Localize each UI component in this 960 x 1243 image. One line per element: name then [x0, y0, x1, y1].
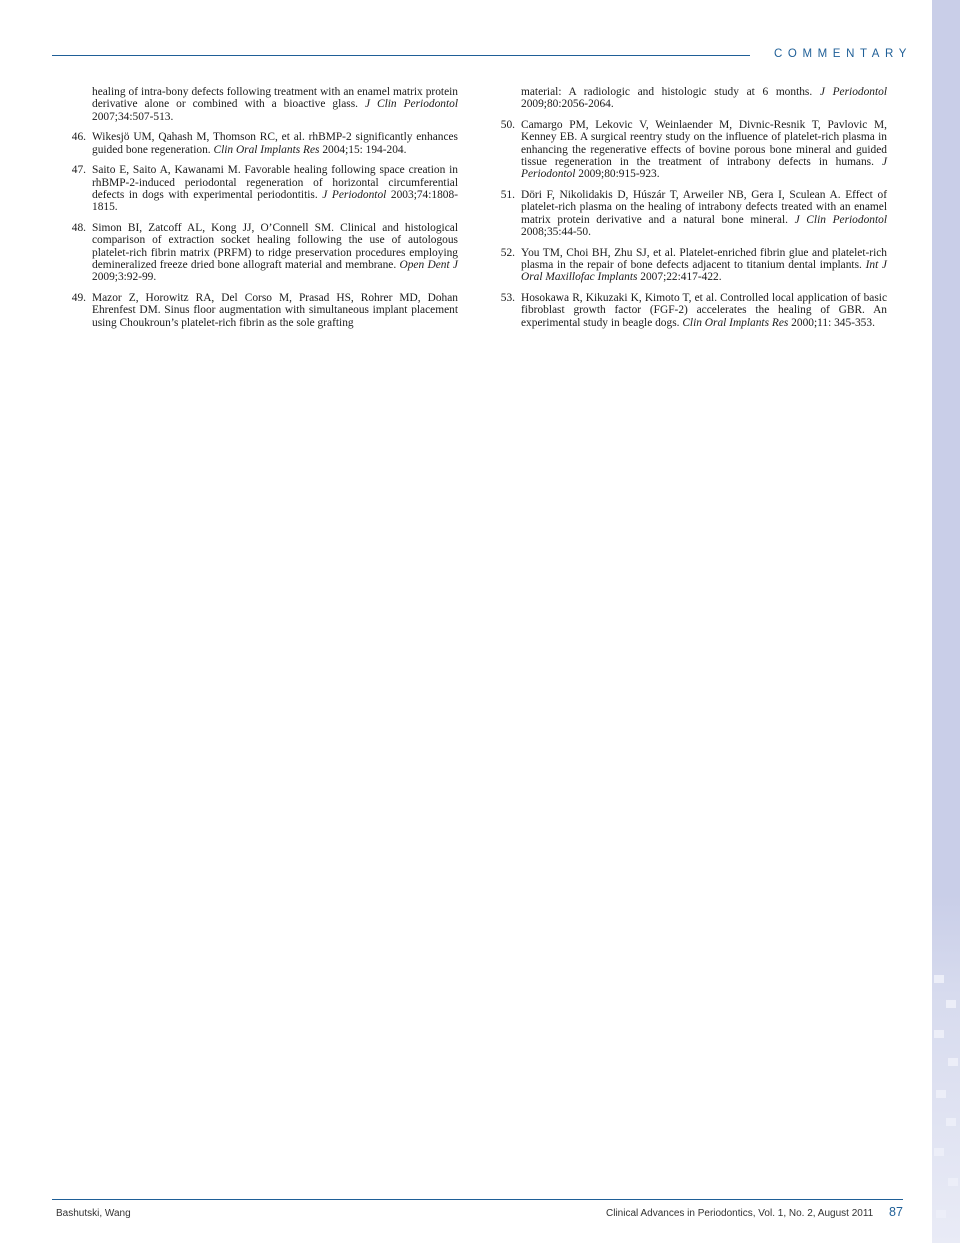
- footer-rule: [52, 1199, 903, 1200]
- reference-49: [71, 292, 458, 329]
- sidebar-square: [948, 1058, 958, 1066]
- reference-continuation: [92, 86, 458, 123]
- sidebar-square: [934, 1030, 944, 1038]
- left-column: [71, 86, 458, 338]
- reference-48: [71, 222, 458, 284]
- page-number: 87: [889, 1205, 903, 1219]
- reference-number: 48.: [71, 222, 86, 235]
- section-label: COMMENTARY: [774, 48, 912, 60]
- reference-continuation: [521, 86, 887, 111]
- reference-text: healing of intra-bony defects following treatment with an enamel matrix protein derivative alone or combined with a bioactive glass. J Clin Periodontol 2007;34:507-513.: [92, 86, 458, 123]
- reference-53: [500, 292, 887, 329]
- sidebar-square: [934, 1148, 944, 1156]
- sidebar-square: [948, 1178, 958, 1186]
- reference-text: material: A radiologic and histologic study at 6 months. J Periodontol 2009;80:2056-2064.: [521, 86, 888, 111]
- sidebar-square: [946, 1118, 956, 1126]
- header-rule: [52, 55, 750, 56]
- reference-47: [71, 164, 458, 214]
- sidebar-square: [936, 1210, 946, 1218]
- reference-text: Döri F, Nikolidakis D, Húszár T, Arweiler NB, Gera I, Sculean A. Effect of platelet-rich plasma on the healing of intrabony defects treated with an enamel matrix protein derivative and a natural bone mineral. J Clin Periodontol 2008;35:44-50.: [521, 189, 887, 238]
- reference-number: 47.: [71, 164, 86, 177]
- reference-52: [500, 246, 887, 284]
- reference-51: [500, 189, 887, 238]
- decorative-sidebar: [932, 0, 960, 1243]
- reference-text: Saito E, Saito A, Kawanami M. Favorable healing following space creation in rhBMP-2-induced periodontal regeneration of horizontal circumferential defects in dogs with experimental periodontitis. J Periodontol 2003;74:1808-1815.: [92, 164, 458, 214]
- sidebar-square: [934, 975, 944, 983]
- reference-text: Camargo PM, Lekovic V, Weinlaender M, Divnic-Resnik T, Pavlovic M, Kenney EB. A surgical reentry study on the influence of platelet-rich plasma in enhancing the regenerative effects of bovine porous bone mineral and guided tissue regeneration in the treatment of intrabony defects in humans. J Periodontol 2009;80:915-923.: [521, 119, 887, 181]
- reference-50: [500, 119, 887, 181]
- reference-text: Wikesjö UM, Qahash M, Thomson RC, et al. rhBMP-2 significantly enhances guided bone regeneration. Clin Oral Implants Res 2004;15: 194-204.: [92, 131, 458, 156]
- reference-text: Hosokawa R, Kikuzaki K, Kimoto T, et al. Controlled local application of basic fibroblast growth factor (FGF-2) accelerates the healing of GBR. An experimental study in beagle dogs. Clin Oral Implants Res 2000;11: 345-353.: [521, 292, 887, 329]
- reference-number: 49.: [71, 292, 86, 305]
- reference-number: 46.: [71, 131, 86, 144]
- footer-authors: Bashutski, Wang: [56, 1208, 131, 1219]
- reference-number: 52.: [500, 246, 515, 259]
- reference-number: 51.: [500, 189, 515, 202]
- reference-number: 53.: [500, 292, 515, 305]
- sidebar-square: [946, 1000, 956, 1008]
- right-column: [500, 86, 888, 338]
- reference-text: Mazor Z, Horowitz RA, Del Corso M, Prasad HS, Rohrer MD, Dohan Ehrenfest DM. Sinus floor augmentation with simultaneous implant placement using Choukroun’s platelet-rich fibrin as the sole grafting: [92, 292, 458, 329]
- reference-text: Simon BI, Zatcoff AL, Kong JJ, O’Connell SM. Clinical and histological comparison of extraction socket healing following the use of autologous platelet-rich fibrin matrix (PRFM) to ridge preservation procedures employing demineralized freeze dried bone allograft material and membrane. Open Dent J 2009;3:92-99.: [92, 222, 458, 284]
- reference-46: [71, 131, 458, 156]
- sidebar-square: [936, 1090, 946, 1098]
- reference-number: 50.: [500, 119, 515, 132]
- reference-text: You TM, Choi BH, Zhu SJ, et al. Platelet-enriched fibrin glue and platelet-rich plasma in the repair of bone defects adjacent to titanium dental implants. Int J Oral Maxillofac Implants 2007;22:417-422.: [521, 246, 887, 284]
- footer-journal: Clinical Advances in Periodontics, Vol. 1, No. 2, August 2011: [606, 1208, 874, 1219]
